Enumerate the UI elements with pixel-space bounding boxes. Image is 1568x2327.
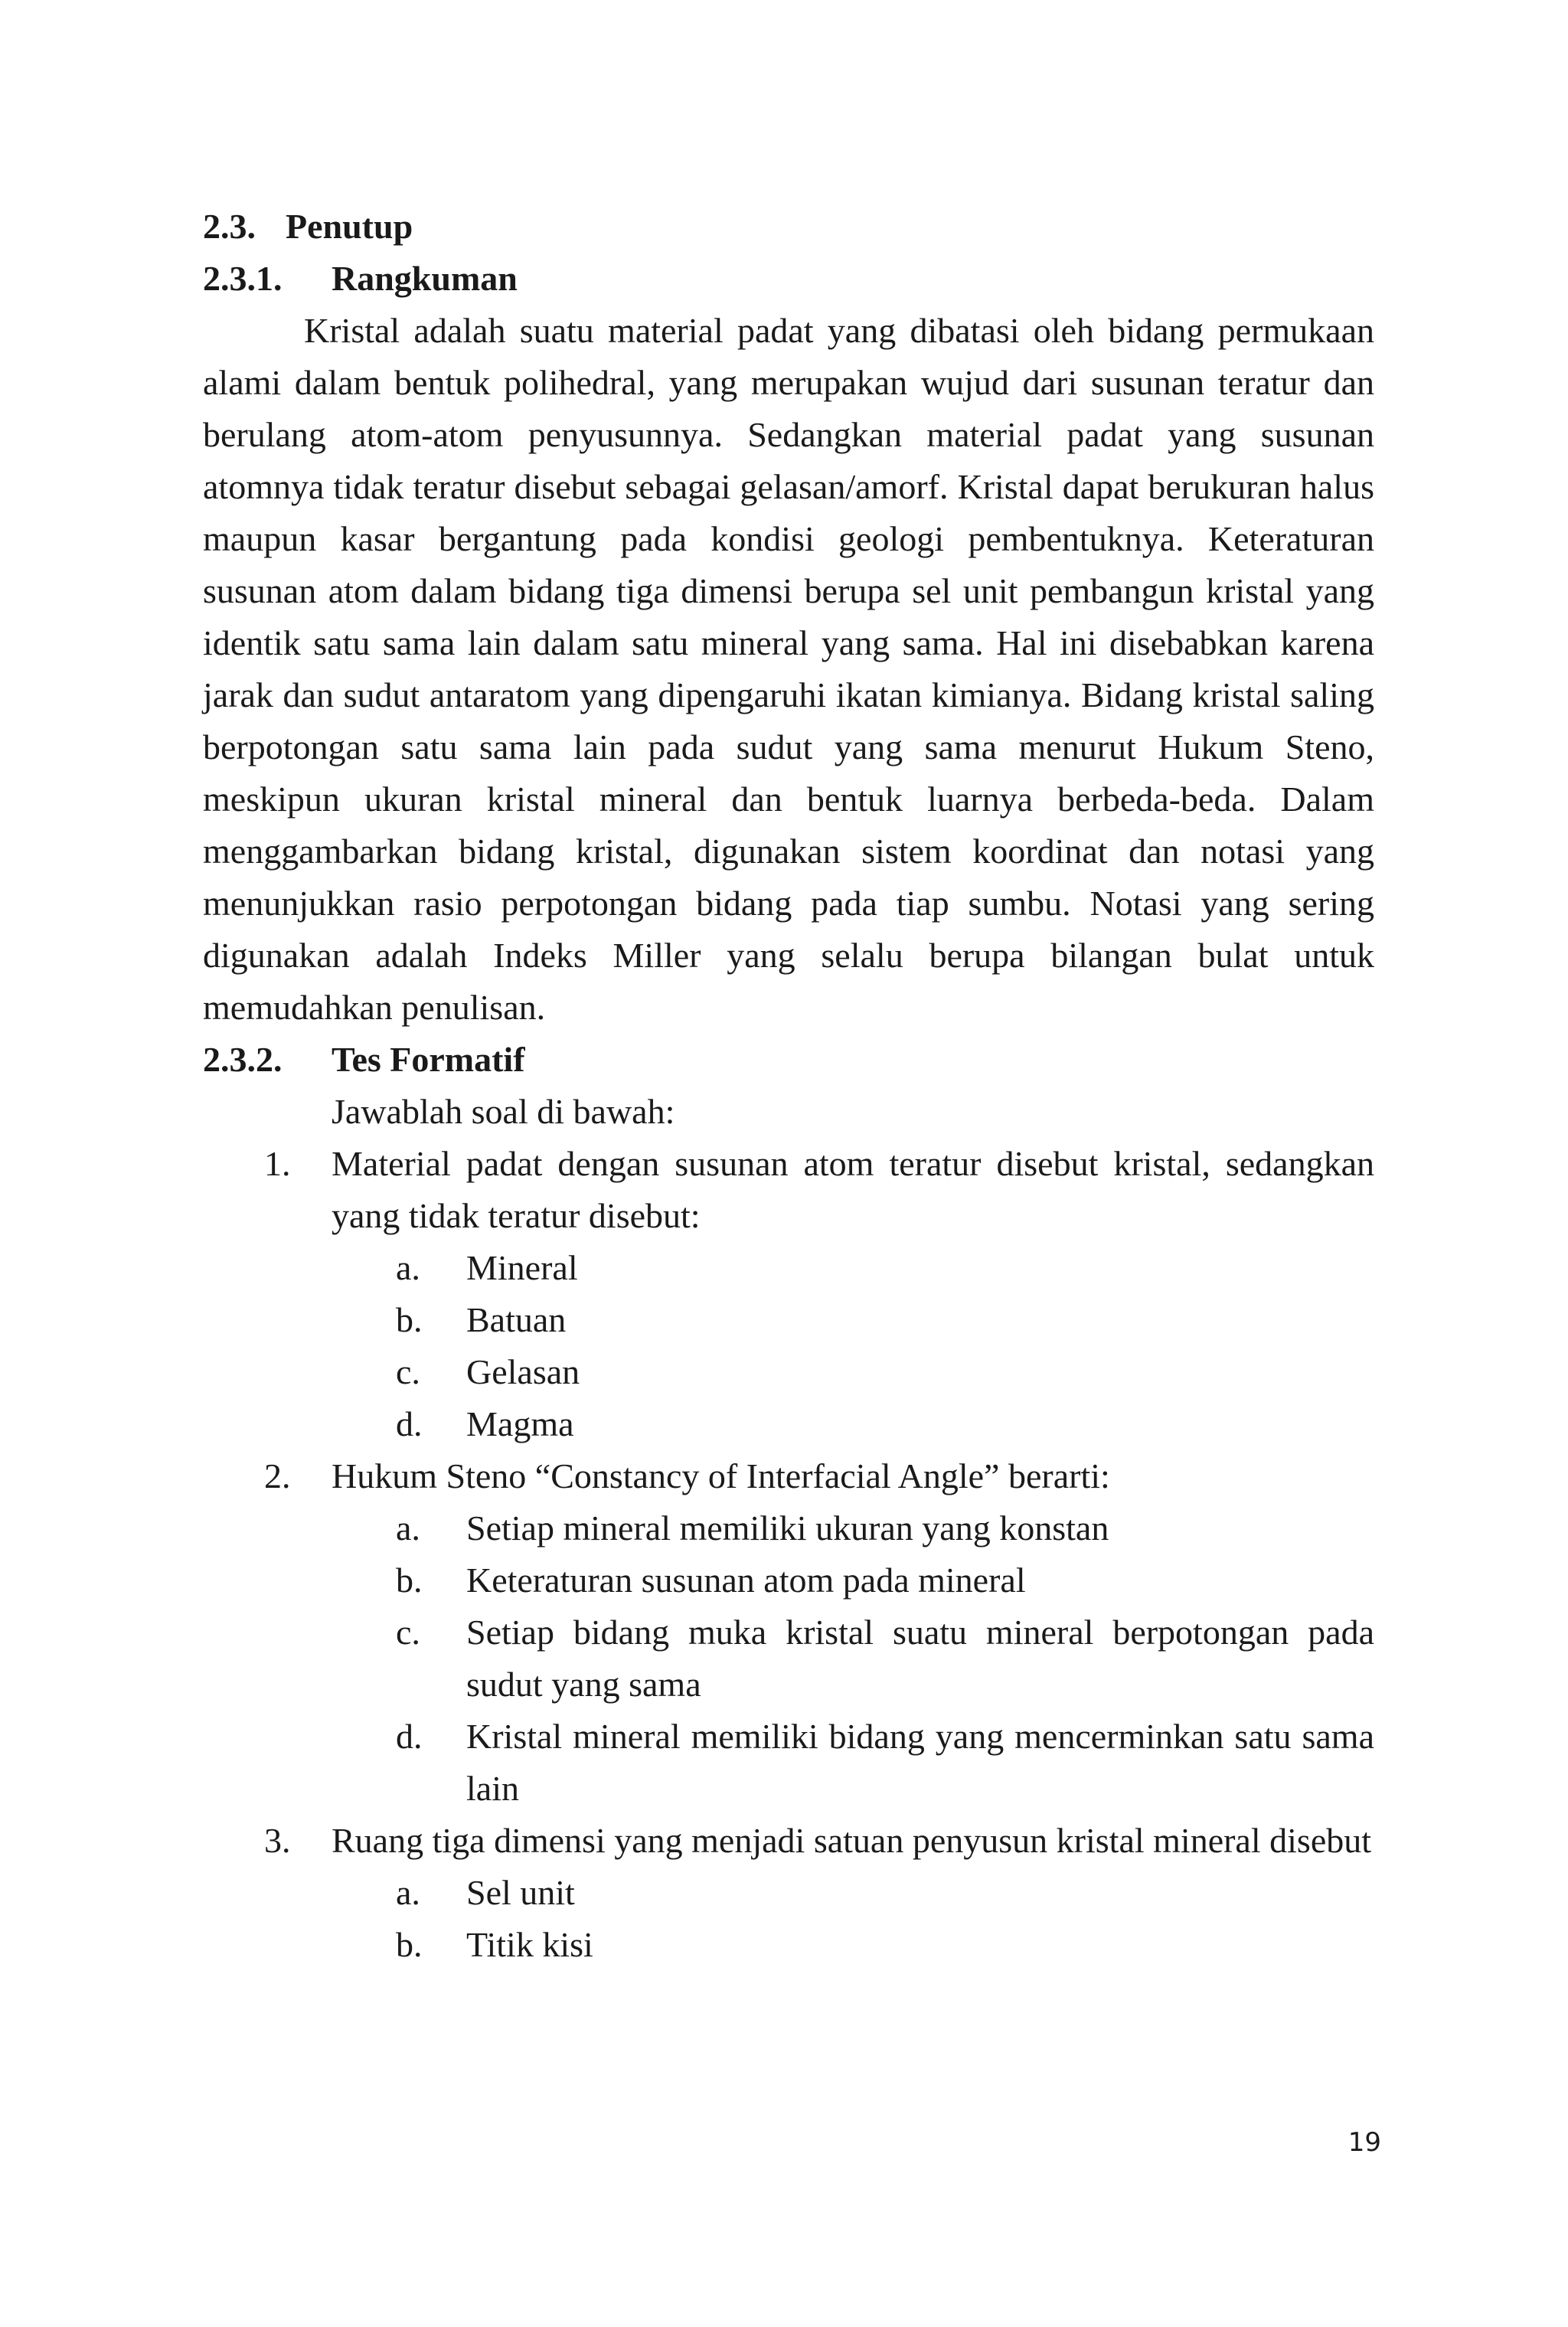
option-text: Kristal mineral memiliki bidang yang mencerminkan satu sama lain xyxy=(466,1717,1374,1808)
question-1-option-d xyxy=(203,1398,1374,1450)
question-number: 1. xyxy=(264,1144,291,1183)
option-label: b. xyxy=(396,1300,423,1339)
question-3-option-b xyxy=(203,1919,1374,1971)
test-number: 2.3.2. xyxy=(203,1040,283,1079)
option-text: Titik kisi xyxy=(466,1925,593,1964)
question-text: Hukum Steno “Constancy of Interfacial Angle” berarti: xyxy=(332,1456,1110,1495)
summary-paragraph: Kristal adalah suatu material padat yang dibatasi oleh bidang permukaan alami dalam bentuk polihedral, yang merupakan wujud dari susunan teratur dan berulang atom-atom penyusunnya. Sedangkan material padat yang susunan atomnya tidak teratur disebut sebagai gelasan/amorf. Kristal dapat berukuran halus maupun kasar bergantung pada kondisi geologi pembentuknya. Keteraturan susunan atom dalam bidang tiga dimensi berupa sel unit pembangun kristal yang identik satu sama lain dalam satu mineral yang sama. Hal ini disebabkan karena jarak dan sudut antaratom yang dipengaruhi ikatan kimianya. Bidang kristal saling berpotongan satu sama lain pada sudut yang sama menurut Hukum Steno, meskipun ukuran kristal mineral dan bentuk luarnya berbeda-beda. Dalam menggambarkan bidang kristal, digunakan sistem koordinat dan notasi yang menunjukkan rasio perpotongan bidang pada tiap sumbu. Notasi yang sering digunakan adalah Indeks Miller yang selalu berupa bilangan bulat untuk memudahkan penulisan. xyxy=(203,311,1374,1027)
question-2-option-b xyxy=(203,1554,1374,1606)
question-number: 3. xyxy=(264,1821,291,1860)
option-text: Mineral xyxy=(466,1248,578,1287)
question-3 xyxy=(203,1815,1374,1867)
option-label: d. xyxy=(396,1717,423,1756)
test-instruction: Jawablah soal di bawah: xyxy=(332,1092,675,1131)
option-label: a. xyxy=(396,1248,420,1287)
option-text: Batuan xyxy=(466,1300,567,1339)
section-heading xyxy=(203,201,1374,253)
option-text: Setiap bidang muka kristal suatu mineral berpotongan pada sudut yang sama xyxy=(466,1613,1374,1704)
option-label: c. xyxy=(396,1352,420,1391)
section-number: 2.3. xyxy=(203,207,256,246)
question-text: Material padat dengan susunan atom teratur disebut kristal, sedangkan yang tidak teratur disebut: xyxy=(332,1144,1374,1235)
summary-number: 2.3.1. xyxy=(203,259,283,298)
question-number: 2. xyxy=(264,1456,291,1495)
option-label: a. xyxy=(396,1873,420,1912)
option-label: b. xyxy=(396,1925,423,1964)
page-number: 19 xyxy=(1348,2127,1381,2158)
option-label: a. xyxy=(396,1508,420,1548)
option-text: Gelasan xyxy=(466,1352,580,1391)
question-1-option-b xyxy=(203,1294,1374,1346)
option-label: b. xyxy=(396,1561,423,1600)
option-text: Setiap mineral memiliki ukuran yang konstan xyxy=(466,1508,1109,1548)
question-2-option-a xyxy=(203,1502,1374,1554)
summary-title: Rangkuman xyxy=(332,259,518,298)
question-1-option-a xyxy=(203,1242,1374,1294)
summary-heading xyxy=(203,253,1374,305)
option-text: Keteraturan susunan atom pada mineral xyxy=(466,1561,1026,1600)
option-text: Magma xyxy=(466,1404,574,1443)
section-title: Penutup xyxy=(286,207,413,246)
question-2-option-c xyxy=(203,1606,1374,1711)
question-3-option-a xyxy=(203,1867,1374,1919)
question-2 xyxy=(203,1450,1374,1502)
test-heading xyxy=(203,1034,1374,1086)
question-1 xyxy=(203,1138,1374,1242)
page-content xyxy=(203,201,1374,1971)
question-text: Ruang tiga dimensi yang menjadi satuan penyusun kristal mineral disebut xyxy=(332,1821,1372,1860)
test-title: Tes Formatif xyxy=(332,1040,525,1079)
option-label: c. xyxy=(396,1613,420,1652)
question-2-option-d xyxy=(203,1711,1374,1815)
question-1-option-c xyxy=(203,1346,1374,1398)
option-text: Sel unit xyxy=(466,1873,575,1912)
option-label: d. xyxy=(396,1404,423,1443)
